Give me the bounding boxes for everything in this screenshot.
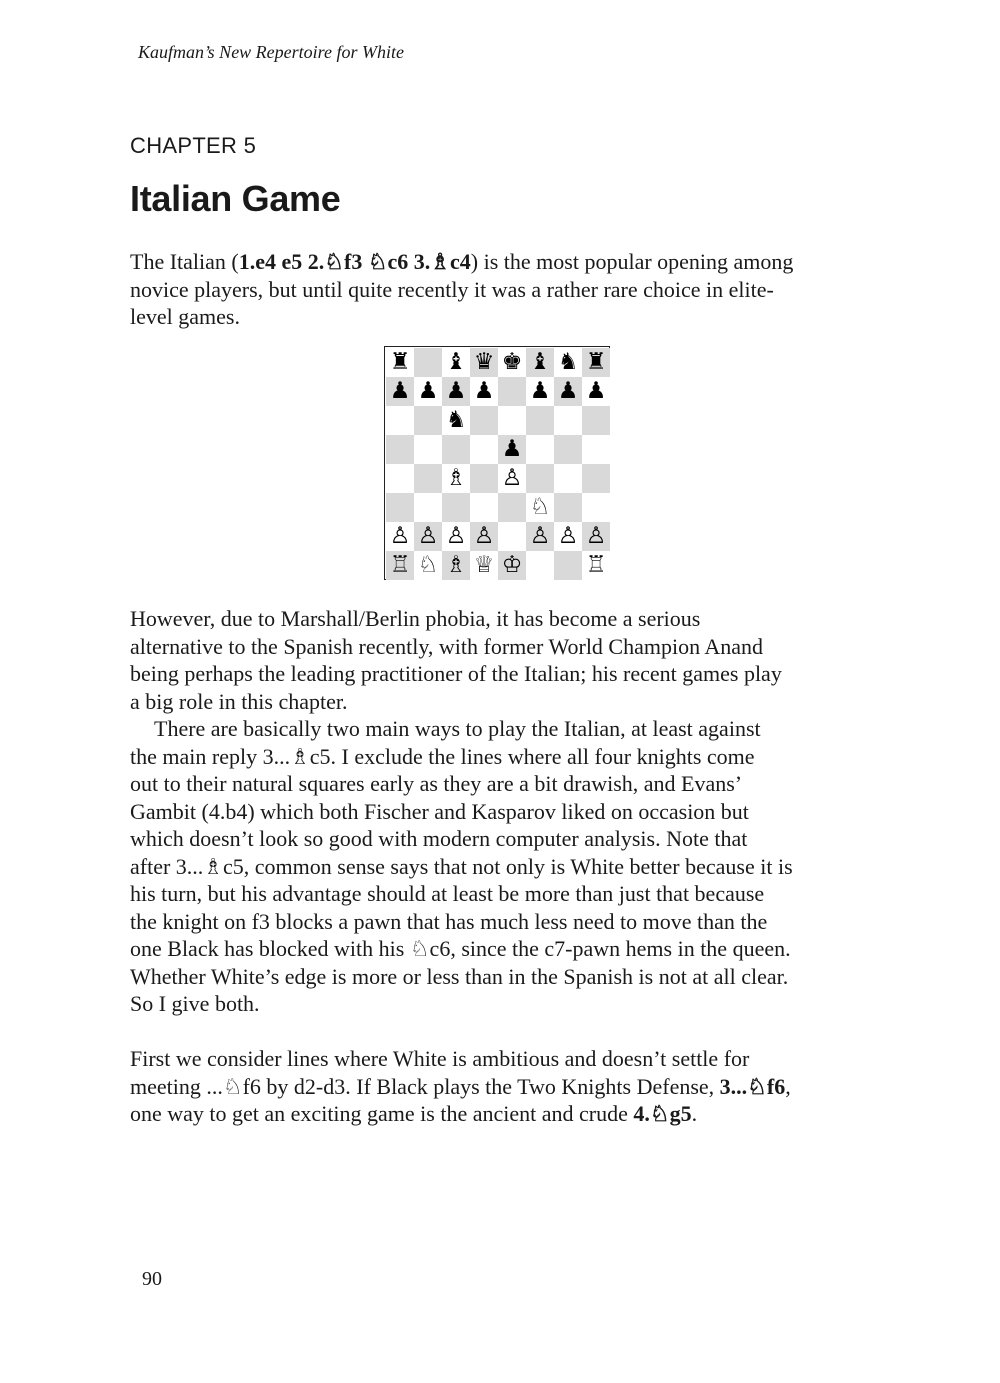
text-line: the knight on f3 blocks a pawn that has much less need to move than the (130, 908, 768, 934)
running-head: Kaufman’s New Repertoire for White (138, 42, 404, 62)
square-f1 (526, 551, 554, 580)
square-h1: ♖ (582, 551, 610, 580)
square-f2: ♙ (526, 522, 554, 551)
square-e4: ♙ (498, 464, 526, 493)
text-line: after 3...♗c5, common sense says that not only is White better because it is (130, 853, 793, 879)
square-g6 (554, 406, 582, 435)
move-notation: 4.♘g5 (633, 1101, 692, 1126)
text-line (130, 1073, 870, 1101)
text-line (130, 303, 870, 331)
square-h4 (582, 464, 610, 493)
square-f7: ♟ (526, 377, 554, 406)
square-b8 (414, 348, 442, 377)
square-g4 (554, 464, 582, 493)
square-c7: ♟ (442, 377, 470, 406)
square-b4 (414, 464, 442, 493)
chapter-label: CHAPTER 5 (130, 133, 257, 158)
square-f5 (526, 435, 554, 464)
square-g3 (554, 493, 582, 522)
square-b3 (414, 493, 442, 522)
square-e3 (498, 493, 526, 522)
square-h5 (582, 435, 610, 464)
text-line: out to their natural squares early as they are a bit drawish, and Evans’ (130, 771, 743, 796)
chess-board-grid (386, 348, 610, 580)
text-line: So I give both. (130, 991, 260, 1016)
move-notation: 1.e4 e5 2.♘f3 ♘c6 3.♗c4 (238, 249, 471, 274)
text-line: Gambit (4.b4) which both Fischer and Kasparov liked on occasion but (130, 798, 749, 824)
square-d6 (470, 406, 498, 435)
square-e8: ♚ (498, 348, 526, 377)
square-b7: ♟ (414, 377, 442, 406)
square-c4: ♗ (442, 464, 470, 493)
text-line: one Black has blocked with his ♘c6, since the c7-pawn hems in the queen. (130, 936, 791, 961)
square-d2: ♙ (470, 522, 498, 551)
square-e6 (498, 406, 526, 435)
square-d4 (470, 464, 498, 493)
text-line: being perhaps the leading practitioner of the Italian; his recent games play (130, 661, 782, 686)
intro-paragraph (130, 248, 870, 331)
square-d1: ♕ (470, 551, 498, 580)
square-g8: ♞ (554, 348, 582, 377)
text-line: However, due to Marshall/Berlin phobia, it has become a serious (130, 606, 701, 631)
square-a7: ♟ (386, 377, 414, 406)
square-a6 (386, 406, 414, 435)
square-c2: ♙ (442, 522, 470, 551)
body-paragraph-3 (130, 1045, 870, 1128)
square-f3: ♘ (526, 493, 554, 522)
chapter-title: Italian Game (130, 178, 341, 219)
square-b2: ♙ (414, 522, 442, 551)
text-line (130, 1100, 870, 1128)
square-g2: ♙ (554, 522, 582, 551)
square-d3 (470, 493, 498, 522)
square-f8: ♝ (526, 348, 554, 377)
text-line: his turn, but his advantage should at least be more than just that because (130, 881, 765, 906)
square-g5 (554, 435, 582, 464)
text-segment: , (785, 1073, 791, 1099)
square-h8: ♜ (582, 348, 610, 377)
square-d5 (470, 435, 498, 464)
square-h3 (582, 493, 610, 522)
square-c8: ♝ (442, 348, 470, 377)
text-segment: meeting ...♘f6 by d2-d3. If Black plays the Two Knights Defense, (130, 1073, 720, 1099)
chess-diagram (384, 346, 610, 580)
square-e2 (498, 522, 526, 551)
text-segment: novice players, but until quite recently it was a rather rare choice in elite- (130, 276, 774, 302)
text-line: the main reply 3...♗c5. I exclude the lines where all four knights come (130, 743, 755, 769)
square-a1: ♖ (386, 551, 414, 580)
text-line (130, 276, 870, 304)
square-a2: ♙ (386, 522, 414, 551)
text-segment: one way to get an exciting game is the ancient and crude (130, 1101, 634, 1126)
square-d8: ♛ (470, 348, 498, 377)
text-segment: level games. (130, 304, 240, 329)
square-h2: ♙ (582, 522, 610, 551)
square-g1 (554, 551, 582, 580)
text-segment: ) is the most popular opening among (470, 249, 794, 274)
square-e5: ♟ (498, 435, 526, 464)
square-h7: ♟ (582, 377, 610, 406)
text-line (130, 1045, 870, 1073)
square-b6 (414, 406, 442, 435)
body-paragraph-1 (130, 605, 870, 715)
text-line: a big role in this chapter. (130, 688, 348, 714)
square-b5 (414, 435, 442, 464)
square-f6 (526, 406, 554, 435)
square-b1: ♘ (414, 551, 442, 580)
body-paragraph-2 (130, 715, 870, 1018)
square-e1: ♔ (498, 551, 526, 580)
square-a5 (386, 435, 414, 464)
text-line (130, 248, 870, 276)
text-segment: The Italian ( (130, 249, 239, 274)
text-segment: . (691, 1101, 698, 1126)
square-a4 (386, 464, 414, 493)
square-a8: ♜ (386, 348, 414, 377)
square-c5 (442, 435, 470, 464)
square-d7: ♟ (470, 377, 498, 406)
square-a3 (386, 493, 414, 522)
text-line: alternative to the Spanish recently, with former World Champion Anand (130, 633, 764, 659)
move-notation: 3...♘f6 (719, 1073, 786, 1099)
square-h6 (582, 406, 610, 435)
text-line: which doesn’t look so good with modern computer analysis. Note that (130, 826, 748, 851)
square-f4 (526, 464, 554, 493)
square-c3 (442, 493, 470, 522)
text-line: Whether White’s edge is more or less than in the Spanish is not at all clear. (130, 963, 789, 989)
text-line: There are basically two main ways to play the Italian, at least against (154, 716, 761, 741)
square-e7 (498, 377, 526, 406)
square-c1: ♗ (442, 551, 470, 580)
square-g7: ♟ (554, 377, 582, 406)
page-number: 90 (142, 1268, 162, 1290)
text-segment: First we consider lines where White is ambitious and doesn’t settle for (130, 1046, 750, 1071)
square-c6: ♞ (442, 406, 470, 435)
